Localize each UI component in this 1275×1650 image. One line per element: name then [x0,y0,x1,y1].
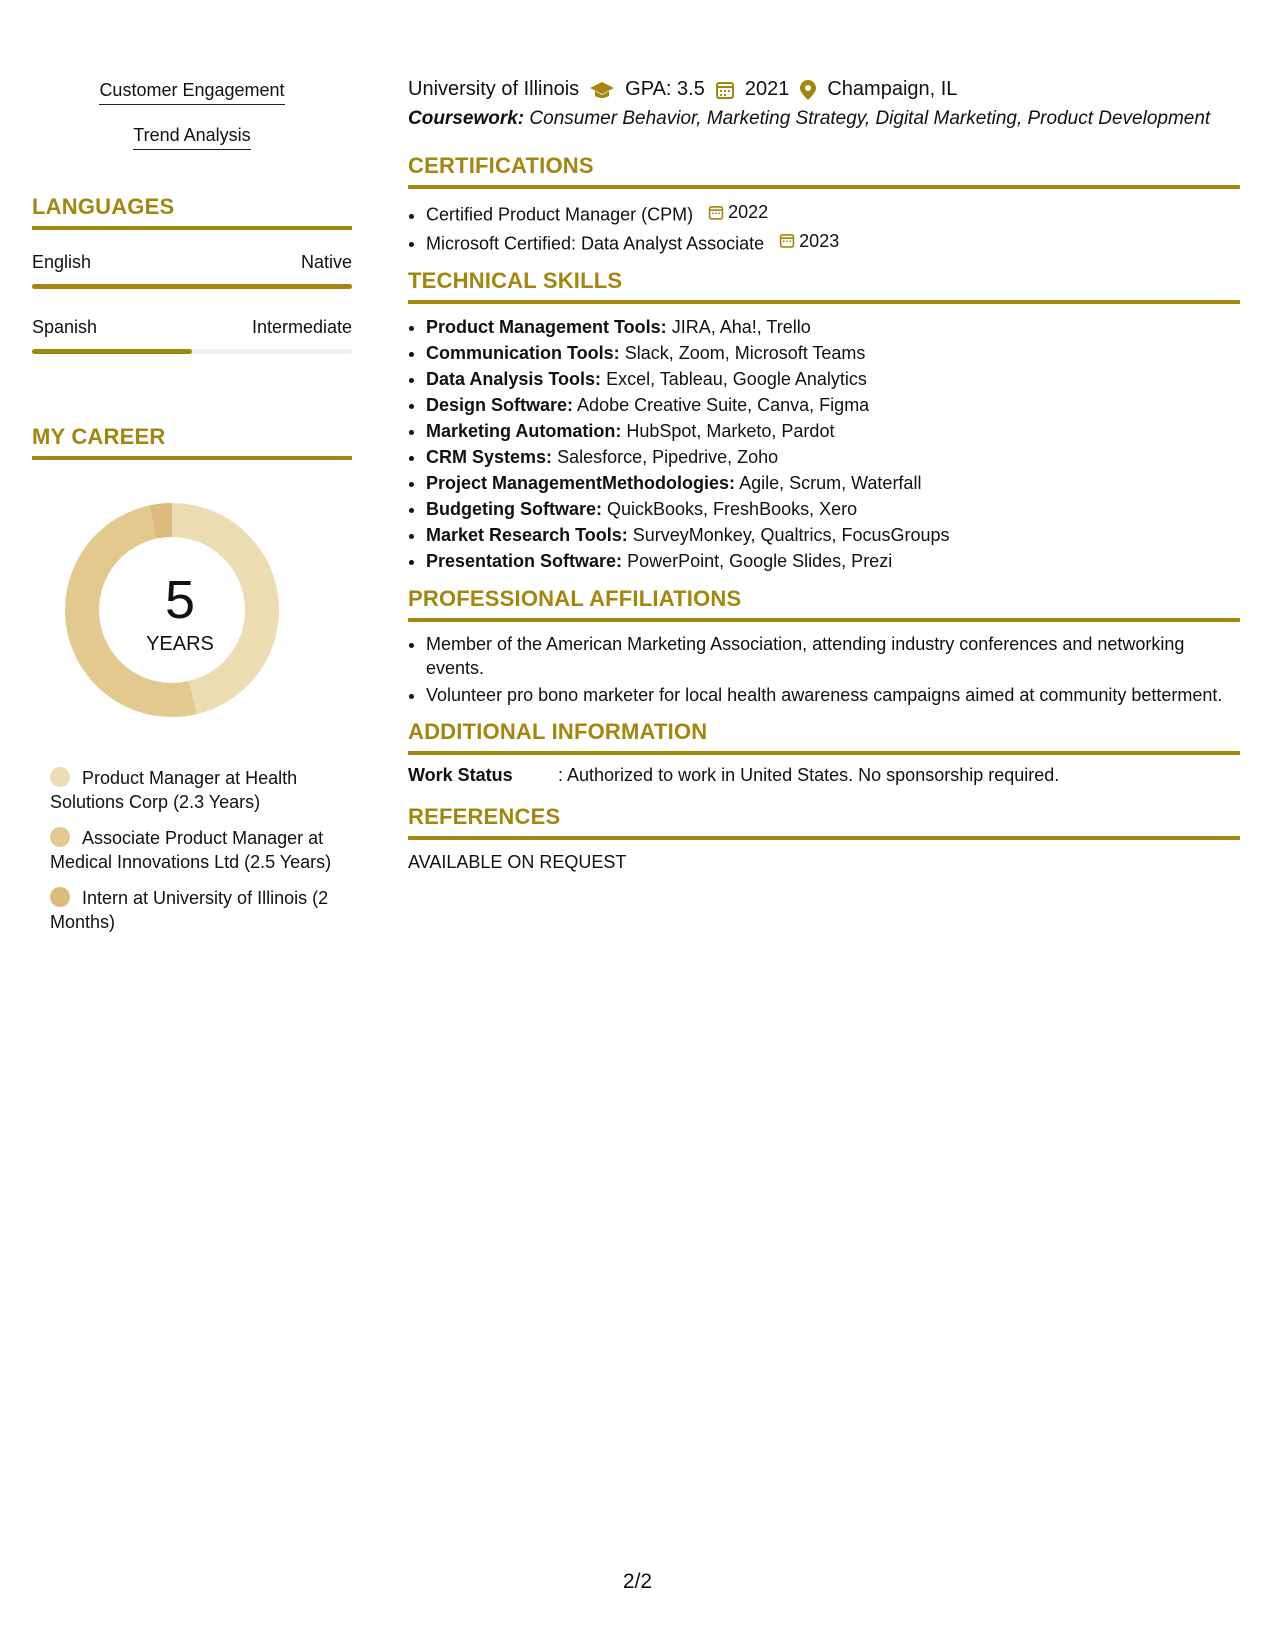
skill-category: Communication Tools: [426,343,620,363]
career-legend [50,766,352,934]
languages-heading: LANGUAGES [32,194,352,230]
technical-skill-item [426,522,1240,548]
graduation-cap-icon [589,80,615,100]
references-text: AVAILABLE ON REQUEST [408,852,627,872]
work-status-label: Work Status [408,765,513,785]
technical-skill-item [426,340,1240,366]
additional-info-heading: ADDITIONAL INFORMATION [408,719,1240,755]
skill-category: CRM Systems: [426,447,553,467]
work-status-value: : Authorized to work in United States. No sponsorship required. [558,765,1060,785]
calendar-icon [708,204,724,221]
skill-category: Presentation Software: [426,551,623,571]
coursework-list: Consumer Behavior, Marketing Strategy, Digital Marketing, Product Development [529,108,1211,129]
career-donut-chart [32,500,352,730]
language-level: Intermediate [251,317,352,337]
language-bar-fill [32,349,192,354]
technical-skill-item [426,548,1240,574]
skill-tools: Excel, Tableau, Google Analytics [606,369,867,389]
references-heading: REFERENCES [408,804,1240,840]
language-level: Native [300,252,352,272]
graduation-year: 2021 [744,78,790,100]
language-name: Spanish [32,317,98,337]
calendar-icon [779,232,795,249]
left-column [32,80,352,946]
coursework-label: Coursework: [408,108,525,129]
technical-skill-item [426,392,1240,418]
language-bar-fill [32,284,352,289]
technical-skill-item [426,444,1240,470]
school-location: Champaign, IL [827,78,958,100]
skill-category: Design Software: [426,395,574,415]
technical-skill-item [426,470,1240,496]
language-item [32,317,352,354]
skill-category: Data Analysis Tools: [426,369,602,389]
skill-category: Market Research Tools: [426,525,628,545]
language-name: English [32,252,92,272]
education-line [408,78,1240,101]
skill-category: Marketing Automation: [426,421,622,441]
legend-dot [50,887,70,907]
technical-skills-heading: TECHNICAL SKILLS [408,268,1240,304]
calendar-icon [715,80,735,100]
career-legend-item [50,886,352,934]
page-number: 2/2 [622,1570,653,1593]
skill-tools: QuickBooks, FreshBooks, Xero [607,499,858,519]
certifications-heading: CERTIFICATIONS [408,153,1240,189]
right-column [408,78,1240,873]
legend-dot [50,827,70,847]
skill-tools: PowerPoint, Google Slides, Prezi [627,551,893,571]
skill-tools: Adobe Creative Suite, Canva, Figma [577,395,870,415]
skill-customer-engagement: Customer Engagement [99,80,284,105]
skill-tools: Agile, Scrum, Waterfall [739,473,922,493]
technical-skill-item [426,366,1240,392]
certification-item [426,199,1240,228]
legend-dot [50,767,70,787]
skill-tools: JIRA, Aha!, Trello [671,317,811,337]
career-total-years: 5 [164,570,196,630]
career-donut-svg [32,500,352,730]
affiliations-heading: PROFESSIONAL AFFILIATIONS [408,586,1240,622]
career-role-label: Product Manager at Health Solutions Corp (2.3 Years) [50,768,298,812]
coursework [408,107,1240,131]
language-bar [32,284,352,289]
certification-name: Microsoft Certified: Data Analyst Associate [426,233,765,253]
career-legend-item [50,826,352,874]
skill-category: Project ManagementMethodologies: [426,473,736,493]
location-pin-icon [799,79,817,101]
affiliation-item: • Volunteer pro bono marketer for local health awareness campaigns aimed at community betterment. [426,683,1240,707]
work-status-row [408,765,1240,786]
skill-trend-analysis: Trend Analysis [133,125,250,150]
career-heading: MY CAREER [32,424,352,460]
certification-year: 2022 [728,202,769,222]
certifications-list [408,199,1240,256]
skill-category: Budgeting Software: [426,499,602,519]
certification-name: Certified Product Manager (CPM) [426,204,694,225]
technical-skill-item [426,418,1240,444]
gpa: GPA: 3.5 [625,78,705,100]
skill-tools: Salesforce, Pipedrive, Zoho [557,447,779,467]
school-name: University of Illinois [408,78,580,100]
technical-skill-item [426,496,1240,522]
technical-skills-list [408,314,1240,574]
career-years-unit: YEARS [146,633,214,655]
affiliation-item: • Member of the American Marketing Association, attending industry conferences and networking events. [426,632,1240,680]
skill-tools: HubSpot, Marketo, Pardot [626,421,835,441]
career-role-label: Intern at University of Illinois (2 Months) [50,888,329,932]
certification-item [426,228,1240,257]
affiliations-list [408,632,1240,707]
career-legend-item [50,766,352,814]
language-item [32,252,352,289]
language-bar [32,349,352,354]
skill-tools: SurveyMonkey, Qualtrics, FocusGroups [632,525,950,545]
skill-tools: Slack, Zoom, Microsoft Teams [624,343,866,363]
career-role-label: Associate Product Manager at Medical Innovations Ltd (2.5 Years) [50,828,332,872]
certification-year: 2023 [799,230,840,251]
skill-category: Product Management Tools: [426,317,667,337]
technical-skill-item [426,314,1240,340]
